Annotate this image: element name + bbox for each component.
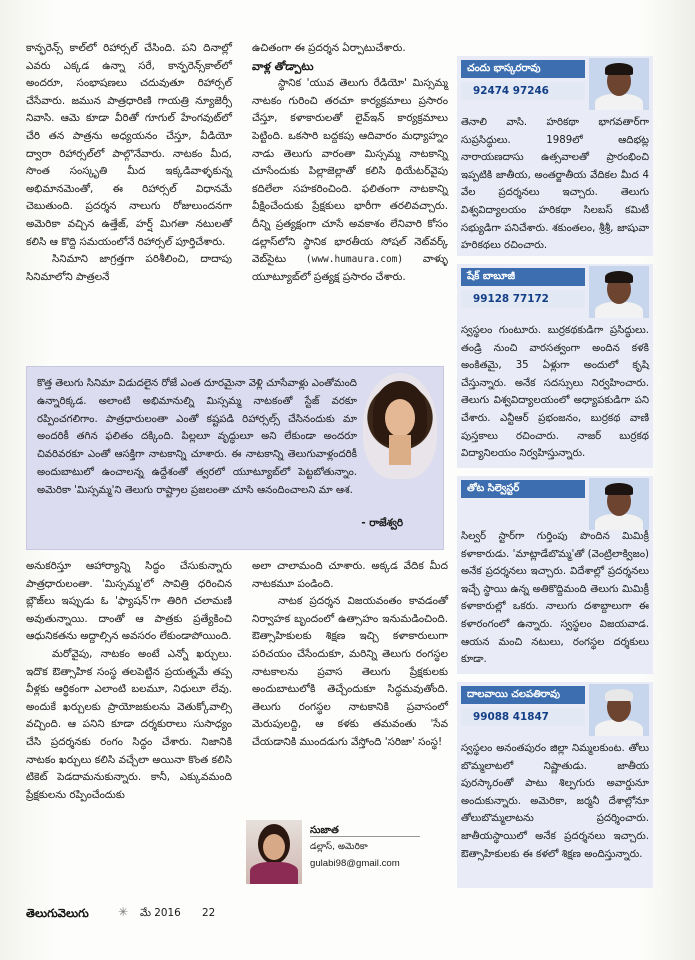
paragraph: అలా చాలామంది చూశారు. అక్కడ వేదిక మీద నాటకమూ పండింది. bbox=[252, 560, 448, 590]
artist-bio: సిల్వర్ స్టార్‌గా గుర్తింపు పొందిన మిమిక్రీ కళాకారుడు. 'మాట్లాడేబొమ్మ'తో (వెంట్రిలాక్విజం) అనేక ప్రదర్శనలు ఇచ్చారు. విదేశాల్లో ప్రదర్శనలు ఇచ్చే స్థాయి ఉన్న అతికొద్దిమంది తెలుగు మిమిక్రీ కళాకారుల్లో ఒకరు. నాలుగు దశాబ్దాలుగా ఈ కళారంగంలో ఉన్నారు. స్వస్థలం విజయవాడ. ఆయన మంచి నటులు, రంగస్థల దర్శకులు కూడా. bbox=[461, 531, 649, 666]
pull-quote-text: కొత్త తెలుగు సినిమా విడుదలైన రోజే ఎంత దూరమైనా వెళ్లి చూసేవాళ్లు ఎంతోమంది ఉన్నారిక్కడ. అలాంటి అభిమానుల్ని మిస్సమ్మ నాటకంతో స్టేజ్ వరకూ రప్పించగలిగాం. పాత్రధారులంతా ఎంతో కష్టపడి రిహార్సల్స్ చేసినందుకు మా అందరికీ తగిన ఫలితం దక్కింది. పిల్లలూ వృద్ధులూ అని లేకుండా అందరూ చివరివరకూ ఎంతో ఆసక్తిగా నాటకాన్ని చూశారు. ఈ నాటకాన్ని తెలుగువాళ్లందరికీ అందుబాటులో ఉంచాలన్న ఉద్దేశంతో త్వరలో యూట్యూబ్‌లో పెట్టబోతున్నాం. అమెరికా 'మిస్సమ్మ'ని తెలుగు రాష్ట్రాల ప్రజలంతా చూసి ఆనందించాలని మా ఆశ. bbox=[37, 378, 357, 496]
artist-name: తోట సిల్వెస్టర్ bbox=[461, 480, 585, 498]
paragraph: కాన్ఫరెన్స్ కాల్‌లో రిహార్సల్ చేసింది. పని దినాల్లో ఎవరు ఎక్కడ ఉన్నా సరే, కాన్ఫరెన్స్‌కాల్‌లో అందరూ, సంభాషణలు చదువుతూ రిహార్సల్ చేసేవారు. జమున పాత్రధారిణి గాయత్రి న్యూజెర్సీ నివాసి. ఆమె కూడా వీరితో గూగుల్ హేంగవుట్‌లో చేరి తన పాత్రను అధ్యయనం చేస్తూ, వీడియో ద్వారా రిహార్సల్‌లో పాల్గొనేవారు. నాటకం మీద, సొంత సంస్కృతి మీద ఇక్కడివాళ్ళకున్న అభిమానమెంతో, ఈ రిహార్సల్ విధానమే చెబుతుంది. ప్రదర్శన నాలుగు రోజులుందనగా అమెరికా వచ్చిన ఉత్తేజ్, హర్ష్ మిగతా నటులతో కలిసి ఆ కొద్ది సమయంలోనే రిహార్సల్ పూర్తిచేశారు. bbox=[26, 42, 232, 248]
page-number: 22 bbox=[202, 907, 216, 919]
paragraph bbox=[252, 75, 448, 286]
article-column-1 bbox=[26, 40, 232, 286]
artist-card-header bbox=[457, 56, 653, 108]
photo-body bbox=[595, 94, 643, 110]
artist-name: దాలవాయి చలపతిరావు bbox=[461, 686, 585, 704]
quote-person-photo bbox=[363, 373, 437, 479]
photo-hair bbox=[605, 689, 633, 701]
photo-hair bbox=[605, 271, 633, 283]
article-column-2 bbox=[252, 40, 448, 286]
paragraph: నాటక ప్రదర్శన విజయవంతం కావడంతో నిర్వాహక బృందంలో ఉత్సాహం ఇనుమడించింది. ఔత్సాహికులకు శిక్షణ ఇచ్చి కళాకారులుగా పరిచయం చేసేందుకూ, మరిన్ని తెలుగు రంగస్థల నాటకాలను ప్రవాస తెలుగు ప్రేక్షకులకు అందుబాటులోకి తెచ్చేందుకూ సిద్ధమవుతోంది. తెలుగు రంగస్థల నాటకానికి ప్రవాసంలో మెరుపులద్ది, ఆ కళకు తమవంతు 'సేవ చేయడానికి ముందడుగు వేస్తోంది 'సరిజా' సంస్థ! bbox=[252, 595, 448, 748]
author-byline bbox=[246, 818, 446, 890]
artist-photo bbox=[589, 478, 649, 530]
artist-photo bbox=[589, 266, 649, 318]
artist-card-header bbox=[457, 476, 653, 528]
artist-card bbox=[457, 264, 653, 468]
photo-hair bbox=[605, 63, 633, 75]
paragraph: ఉచితంగా ఈ ప్రదర్శన ఏర్పాటుచేశారు. bbox=[252, 42, 406, 54]
quote-signature: - రాజేశ్వరి bbox=[361, 517, 403, 529]
paragraph-text: స్థానిక 'యువ తెలుగు రేడియో' మిస్సమ్మ నాటకం గురించి తరచూ కార్యక్రమాలు ప్రసారం చేస్తూ, కళాకారులతో లైవ్‌ఇన్ కార్యక్రమాలు పెట్టింది. ఒకసారి బద్దకపు ఆదివారం మధ్యాహ్నం నాడు తెలుగు వారంతా మిస్సమ్మ నాటకాన్ని చూసేందుకు పిల్లాజెల్లాతో కలిసి థియేటర్‌వైపు కదిలేలా సహకరించింది. ఫలితంగా నాటకాన్ని వీక్షించేందుకు ప్రేక్షకులు భారీగా తరలివచ్చారు. దీన్ని ప్రత్యక్షంగా చూసే అవకాశం లేనివారి కోసం డల్లాస్‌లోని స్థానిక భారతీయ సోషల్ నెట్‌వర్క్ వెబ్‌సైటు bbox=[252, 77, 448, 266]
photo-face bbox=[385, 399, 415, 437]
pull-quote-box bbox=[26, 366, 444, 550]
artist-phone: 92474 97246 bbox=[461, 82, 585, 100]
artist-bio: స్వస్థలం గుంటూరు. బుర్రకథకుడిగా ప్రసిద్ధులు. తండ్రి నుంచి వారసత్వంగా అందిన కళకి అంకితమై, 35 ఏళ్లుగా అందులో కృషి చేస్తున్నారు. అనేక సదస్సులు నిర్వహించారు. తెలుగు విశ్వవిద్యాలయంలో అధ్యాపకుడిగా పని చేశారు. ఎన్టీఆర్ ప్రభంజనం, బుర్రకథ వాణి పుస్తకాలు రచించారు. నాజర్ బుర్రకథ విద్యానిలయం నిర్వహిస్తున్నారు. bbox=[461, 325, 649, 460]
article-column-4 bbox=[252, 558, 448, 752]
author-location: డల్లాస్, అమెరికా bbox=[310, 842, 368, 852]
photo-hair bbox=[605, 483, 633, 495]
photo-face bbox=[263, 834, 285, 860]
paragraph: అనుకరిస్తూ ఆహార్యాన్ని సిద్ధం చేసుకున్నారు పాత్రధారులంతా. 'మిస్సమ్మ'లో సావిత్రి ధరించిన బ్లౌజ్‌లు ఇప్పుడు ఓ 'ఫ్యాషన్'గా తిరిగి చలామణి అవుతున్నాయి. దాంతో ఆ పాత్రకు ప్రత్యేకించి ఆధునికతను అద్దాల్సిన అవసరం లేకుండాపోయింది. bbox=[26, 560, 232, 643]
issue-date: మే 2016 bbox=[140, 907, 181, 919]
author-photo bbox=[246, 820, 302, 884]
artist-photo bbox=[589, 684, 649, 736]
artist-bio: తెనాలి వాసి. హరికథా భాగవతార్‌గా సుప్రసిద్ధులు. 1989లో ఆదిభట్ల నారాయణదాసు ఉత్సవాలతో ప్రారంభించి ఇప్పటికి జాతీయ, అంతర్జాతీయ వేదికల మీద 4 వేల ప్రదర్శనలు ఇచ్చారు. తెలుగు విశ్వవిద్యాలయం హరికథా సిలబస్ కమిటీ సభ్యుడిగా పనిచేశారు. శకుంతలం, శ్రీశ్రీ, జాషువా హరికథలు రచించారు. bbox=[461, 117, 649, 252]
paragraph-text: వాళ్ళు యూట్యూబ్‌లో ప్రత్యక్ష ప్రసారం చేశారు. bbox=[252, 253, 448, 283]
artist-card-header bbox=[457, 682, 653, 734]
paragraph: మరోవైపు, నాటకం అంటే ఎన్నో ఖర్చులు. ఇదొక ఔత్సాహిక సంస్థ తలపెట్టిన ప్రయత్నమే తప్ప వీళ్లకు ఆర్థికంగా ఎలాంటి బలమూ, నిధులూ లేవు. అందుకే ఖర్చులకు ప్రాయోజకులను వెతుక్కోవాల్సి వచ్చింది. ఆ పనిని కూడా దర్శకురాలు సుసాధ్యం చేసి ప్రదర్శనకు రంగం సిద్ధం చేశారు. నిజానికి నాటకం ఖర్చులు కలిసి వచ్చేలా అయినా కొంత కలిసి టికెట్ పెడదామనుకున్నారు. కానీ, ఎక్కువమంది ప్రేక్షకులను రప్పించేందుకు bbox=[26, 647, 232, 801]
paragraph: సినిమాని జాగ్రత్తగా పరిశీలించి, దాదాపు సినిమాలోని పాత్రలనే bbox=[26, 253, 232, 283]
artist-phone: 99088 41847 bbox=[461, 708, 585, 726]
section-subheading: వాళ్ల తోడ్పాటు bbox=[252, 59, 314, 73]
artist-phone: 99128 77172 bbox=[461, 290, 585, 308]
page-footer bbox=[26, 906, 246, 926]
article-column-3 bbox=[26, 558, 232, 804]
photo-body bbox=[595, 720, 643, 736]
artist-name: షేక్ బాబూజీ bbox=[461, 268, 585, 286]
artist-bio: స్వస్థలం అనంతపురం జిల్లా నిమ్మలకుంట. తోలు బొమ్మలాటలో నిష్ణాతుడు. జాతీయ పురస్కారంతో పాటు శిల్పగురు అవార్డునూ అందుకున్నారు. అమెరికా, జర్మనీ దేశాల్లోనూ తోలుబొమ్మలాటను ప్రదర్శించారు. జాతీయస్థాయిలో అనేక ప్రదర్శనలు ఇచ్చారు. ఔత్సాహికులకు ఈ కళలో శిక్షణ అందిస్తున్నారు. bbox=[461, 743, 649, 860]
author-name: సుజాత bbox=[310, 825, 339, 836]
artist-name: చందు భాస్కరరావు bbox=[461, 60, 585, 78]
artist-card bbox=[457, 682, 653, 888]
star-icon: ✳ bbox=[118, 905, 129, 919]
photo-body bbox=[250, 862, 298, 884]
artist-card bbox=[457, 56, 653, 256]
artist-photo bbox=[589, 58, 649, 110]
artist-card-header bbox=[457, 264, 653, 316]
author-email[interactable]: gulabi98@gmail.com bbox=[310, 858, 400, 869]
artist-card bbox=[457, 476, 653, 674]
photo-neck bbox=[389, 435, 411, 465]
photo-body bbox=[595, 302, 643, 318]
magazine-brand: తెలుగువెలుగు bbox=[26, 906, 89, 920]
divider bbox=[310, 836, 420, 837]
website-url: (www.humaura.com) bbox=[305, 254, 404, 266]
